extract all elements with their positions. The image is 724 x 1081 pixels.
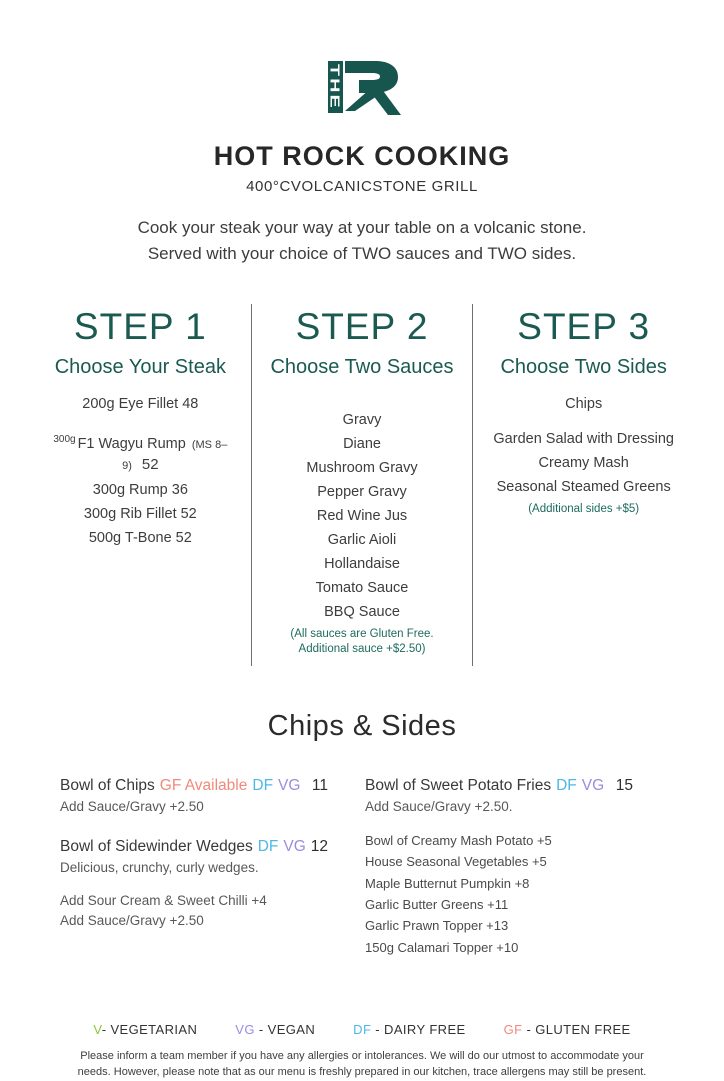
item-price: 11 [311,776,328,794]
sauce-item: Tomato Sauce [315,579,409,596]
wagyu-weight: 300g [53,433,76,445]
extra-side-item: Bowl of Creamy Mash Potato +5 [365,832,552,848]
extra-side-item: Garlic Butter Greens +11 [365,897,509,913]
intro-line-1: Cook your steak your way at your table on a volcanic stone. [137,218,587,237]
legend-dairy-free: DF - DAIRY FREE [353,1022,466,1038]
intro-text [0,215,724,268]
vg-code: VG [235,1022,255,1038]
extra-side-item: Garlic Prawn Topper +13 [365,918,509,934]
side-item: Chips [565,395,603,412]
sauce-item: Garlic Aioli [327,531,397,548]
side-item: Creamy Mash [538,454,629,471]
item-subtext: Add Sauce/Gravy +2.50. [365,798,513,814]
gf-available-tag: GF Available [159,776,248,794]
step-2-column [251,304,474,666]
step-3-column [473,304,694,666]
vg-tag: VG [278,776,301,794]
wagyu-grade: (MS 8–9) [122,438,228,472]
sauce-list [258,411,467,658]
wagyu-price: 52 [141,455,159,473]
item-price: 12 [310,837,328,855]
sauce-item: Gravy [342,411,382,428]
step-1-column [30,304,251,666]
item-subtext: Add Sauce/Gravy +2.50 [60,798,204,814]
steak-item: 300g Rump 36 [92,481,188,498]
step-2-title: STEP 2 [295,305,429,347]
bowl-of-wedges-row [60,838,328,856]
item-description: Delicious, crunchy, curly wedges. [60,859,259,875]
sauce-note-line-2: Additional sauce +$2.50) [298,643,426,656]
step-2-subtitle: Choose Two Sauces [270,355,454,378]
chips-sides-left-column [60,777,328,959]
chips-sides-heading: Chips & Sides [267,709,457,742]
wagyu-name: F1 Wagyu Rump [77,435,186,452]
df-code: DF [353,1022,372,1038]
step-3-subtitle: Choose Two Sides [500,355,667,378]
sauce-note-line-1: (All sauces are Gluten Free. [290,627,434,640]
restaurant-logo [0,0,724,127]
extra-side-item: 150g Calamari Topper +10 [365,939,519,955]
extra-side-item: House Seasonal Vegetables +5 [365,854,547,870]
legend-vegetarian: V- VEGETARIAN [93,1022,198,1038]
steak-item: 500g T-Bone 52 [88,529,192,546]
vg-tag: VG [581,776,605,794]
chips-sides-section [60,777,724,959]
chips-sides-right-column [365,777,633,959]
legend-gluten-free: GF - GLUTEN FREE [503,1022,631,1038]
step-1-subtitle: Choose Your Steak [54,355,226,378]
steak-item-wagyu [36,430,245,476]
v-code: V [93,1022,102,1038]
item-name: Bowl of Sweet Potato Fries DF VG [365,776,605,794]
logo-the-text: THE [327,64,343,95]
bowl-of-chips-row [60,777,328,795]
steak-item: 300g Rib Fillet 52 [83,505,197,522]
sauce-note [258,627,467,658]
intro-line-2: Served with your choice of TWO sauces and TWO sides. [147,244,577,264]
item-name: Bowl of Chips GF Available DF VG [60,776,301,794]
sides-list [479,395,688,518]
sweet-potato-fries-row [365,777,633,795]
sauce-item: BBQ Sauce [324,603,400,620]
gf-code: GF [503,1022,523,1038]
addon-line: Add Sauce/Gravy +2.50 [60,912,204,928]
df-tag: DF [252,776,274,794]
side-item: Garden Salad with Dressing [493,430,674,447]
sauce-item: Red Wine Jus [316,507,408,524]
item-name: Bowl of Sidewinder Wedges DF VG [60,837,306,855]
side-item: Seasonal Steamed Greens [496,478,671,495]
df-tag: DF [556,776,577,794]
step-1-title: STEP 1 [73,305,207,347]
vg-tag: VG [283,837,306,855]
item-addons [60,891,328,932]
sauce-item: Pepper Gravy [317,483,407,500]
page-subtitle: 400°CVOLCANICSTONE GRILL [246,178,478,195]
extra-sides-list [365,830,633,959]
step-3-title: STEP 3 [517,305,651,347]
extra-side-item: Maple Butternut Pumpkin +8 [365,875,530,891]
sauce-item: Hollandaise [324,555,400,572]
item-price: 15 [615,776,633,794]
sides-note: (Additional sides +$5) [528,502,640,515]
page-title: HOT ROCK COOKING [213,141,511,171]
steps-section [30,304,694,666]
steak-list [36,395,245,548]
legend-vegan: VG - VEGAN [235,1022,316,1038]
sauce-item: Mushroom Gravy [306,459,418,476]
dietary-legend [0,1022,724,1037]
the-r-logo-icon [317,44,407,122]
allergy-disclaimer: Please inform a team member if you have any allergies or intolerances. We will do our utmost to accommodate your needs. However, please note that as our menu is freshly prepared in our kitchen, trace allergens may still be present. [77,1050,647,1079]
df-tag: DF [257,837,279,855]
steak-item: 200g Eye Fillet 48 [82,395,199,412]
addon-line: Add Sour Cream & Sweet Chilli +4 [60,892,267,908]
sauce-item: Diane [343,435,381,452]
bowl-of-wedges-item [60,838,328,932]
